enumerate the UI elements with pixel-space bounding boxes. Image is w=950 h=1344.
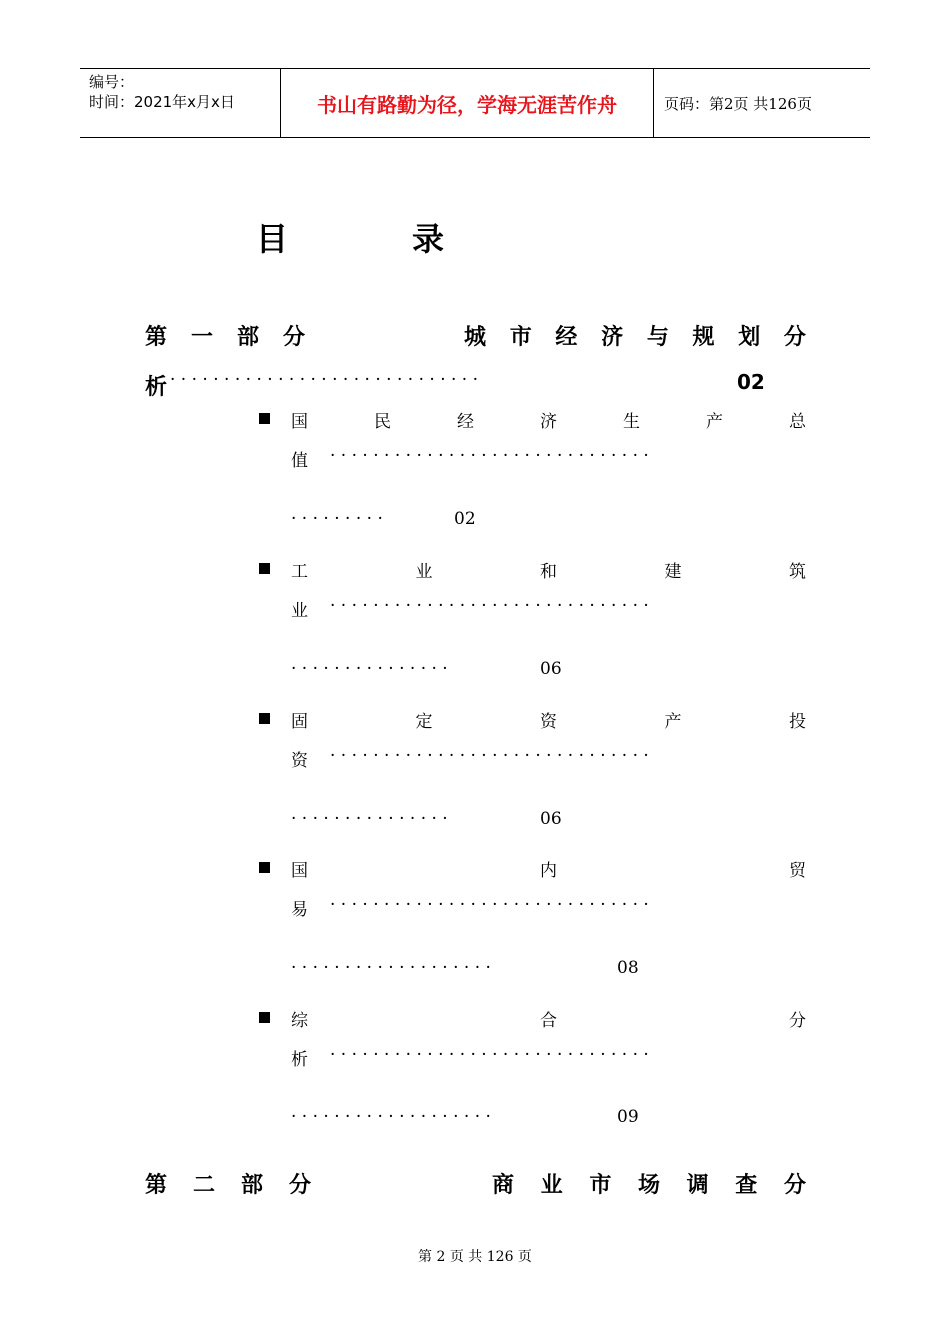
- part1-leader-dots: · · · · · · · · · · · · · · · · · · · · · · · · · · · · ·: [170, 370, 479, 390]
- toc-item-3-page: 06: [540, 809, 562, 829]
- toc-item-1-dots-cont: · · · · · · · · ·: [291, 509, 383, 529]
- toc-item-4-title: 国 内 贸: [291, 861, 806, 881]
- toc-item-5-page: 09: [617, 1107, 639, 1127]
- toc-item-2-title: 工 业 和 建 筑: [291, 562, 806, 582]
- part1-label-cont: 析: [145, 375, 168, 400]
- header-page-info: 页码：第2页 共126页: [664, 94, 812, 113]
- toc-title-right: 录: [412, 220, 445, 258]
- toc-item-2-dots: · · · · · · · · · · · · · · · · · · · · · · · · · · · · · ·: [330, 596, 649, 616]
- bullet-icon: [259, 713, 270, 724]
- toc-item-3-last-char: 资: [291, 751, 308, 771]
- part1-heading-left: 第 一 部 分: [145, 325, 305, 350]
- toc-item-3-dots-cont: · · · · · · · · · · · · · · ·: [291, 809, 448, 829]
- toc-item-3-dots: · · · · · · · · · · · · · · · · · · · · · · · · · · · · · ·: [330, 746, 649, 766]
- toc-item-2-page: 06: [540, 659, 562, 679]
- toc-item-1-last-char: 值: [291, 451, 308, 471]
- toc-item-5-dots: · · · · · · · · · · · · · · · · · · · · · · · · · · · · · ·: [330, 1045, 649, 1065]
- toc-item-5-last-char: 析: [291, 1050, 308, 1070]
- toc-item-5-title: 综 合 分: [291, 1011, 806, 1031]
- toc-item-1-page: 02: [454, 509, 476, 529]
- number-label: 编号：: [89, 73, 135, 91]
- toc-item-4-dots: · · · · · · · · · · · · · · · · · · · · · · · · · · · · · ·: [330, 895, 649, 915]
- part2-heading-right: 商 业 市 场 调 查 分: [492, 1173, 806, 1198]
- toc-item-3-title: 固 定 资 产 投: [291, 712, 806, 732]
- header-meta-cell: [80, 69, 281, 137]
- toc-item-2-dots-cont: · · · · · · · · · · · · · · ·: [291, 659, 448, 679]
- toc-item-2-last-char: 业: [291, 601, 308, 621]
- bullet-icon: [259, 563, 270, 574]
- document-header: [80, 68, 870, 138]
- time-label: 时间：2021年x月x日: [89, 93, 235, 111]
- toc-item-5-dots-cont: · · · · · · · · · · · · · · · · · · ·: [291, 1107, 491, 1127]
- header-motto: 书山有路勤为径，学海无涯苦作舟: [281, 69, 654, 137]
- bullet-icon: [259, 862, 270, 873]
- toc-item-1-title: 国 民 经 济 生 产 总: [291, 412, 806, 432]
- toc-item-1-dots: · · · · · · · · · · · · · · · · · · · · · · · · · · · · · ·: [330, 446, 649, 466]
- toc-item-4-page: 08: [617, 958, 639, 978]
- toc-item-4-last-char: 易: [291, 900, 308, 920]
- bullet-icon: [259, 1012, 270, 1023]
- part2-heading-left: 第 二 部 分: [145, 1173, 311, 1198]
- toc-title-left: 目: [256, 220, 289, 258]
- bullet-icon: [259, 413, 270, 424]
- part1-page-number: 02: [737, 370, 765, 394]
- toc-item-4-dots-cont: · · · · · · · · · · · · · · · · · · ·: [291, 958, 491, 978]
- part1-heading-right: 城 市 经 济 与 规 划 分: [464, 325, 806, 350]
- page-footer: 第 2 页 共 126 页: [418, 1249, 532, 1265]
